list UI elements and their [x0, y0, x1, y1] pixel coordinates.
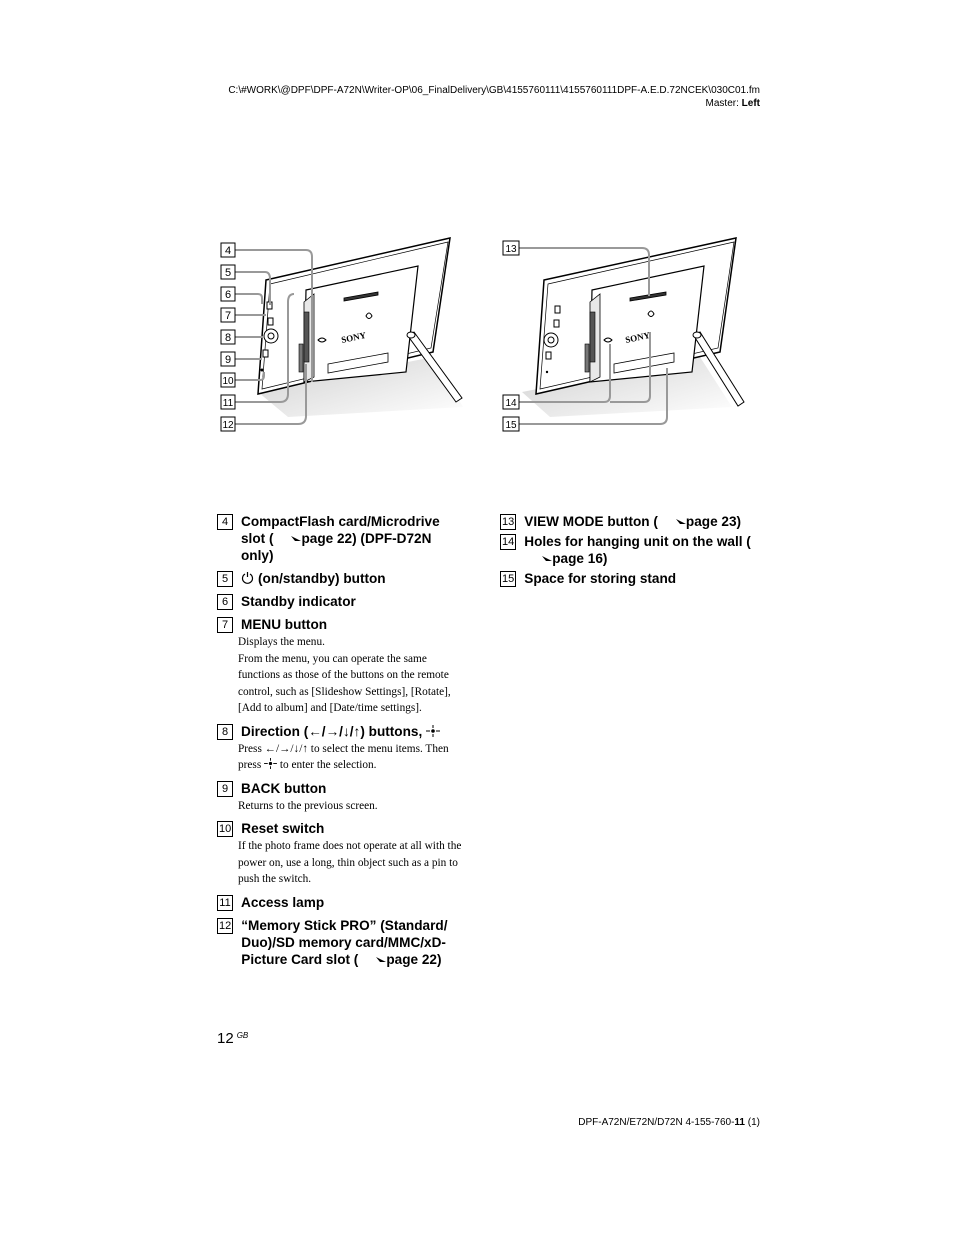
- list-item: [217, 820, 467, 888]
- item-title: (on/standby) button: [241, 570, 467, 587]
- list-item: [500, 513, 760, 530]
- list-item: [217, 593, 467, 610]
- item-title: Direction (←/→/↓/↑) buttons,: [241, 723, 467, 740]
- callout-4: [221, 243, 235, 257]
- item-number: 11: [217, 895, 233, 911]
- page-suffix: GB: [236, 1031, 249, 1040]
- svg-text:10: 10: [222, 376, 234, 387]
- sony-logo: SONY: [340, 329, 367, 345]
- item-title: VIEW MODE button ( page 23): [524, 514, 742, 529]
- callout-5: [221, 265, 235, 279]
- item-description: Displays the menu. From the menu, you can operate the same functions as those of the buttons on the remote control, such as [Slideshow Settings], [Rotate], [Add to album] and [Date/time settings].: [238, 636, 451, 714]
- callout-13: [503, 241, 519, 255]
- list-item: [217, 616, 467, 717]
- item-number: 6: [217, 594, 233, 610]
- master-label: Master:: [705, 98, 742, 109]
- svg-text:11: 11: [222, 398, 234, 409]
- svg-text:7: 7: [224, 310, 232, 322]
- document-header: [228, 84, 760, 110]
- file-path: C:\#WORK\@DPF\DPF-A72N\Writer-OP\06_FinalDelivery\GB\4155760111\4155760111DPF-A.E.D.72NCEK\030C01.fm: [228, 85, 760, 96]
- item-title: Holes for hanging unit on the wall (page 16): [524, 534, 751, 566]
- list-item: [500, 570, 760, 587]
- item-number: 13: [502, 516, 515, 528]
- item-number: 5: [217, 571, 233, 587]
- svg-text:9: 9: [224, 354, 232, 366]
- svg-text:13: 13: [505, 244, 517, 255]
- page-reference-arrow-icon: [658, 518, 686, 526]
- item-number: 12: [219, 919, 232, 932]
- item-description: If the photo frame does not operate at all with the power on, use a long, thin object such as a pin to push the switch.: [238, 840, 462, 885]
- photo-frame-rear-right-figure: [500, 232, 760, 437]
- svg-text:15: 15: [505, 420, 517, 431]
- item-title: “Memory Stick PRO” (Standard/ Duo)/SD memory card/MMC/xD-Picture Card slot ( page 22): [241, 917, 448, 967]
- svg-text:8: 8: [224, 332, 232, 344]
- callout-14: [503, 395, 519, 409]
- page-number: 12 $^{GB}$: [217, 1030, 249, 1047]
- list-item: [217, 894, 467, 911]
- svg-text:5: 5: [224, 267, 232, 279]
- callout-15: [503, 417, 519, 431]
- page-reference-arrow-icon: [273, 535, 301, 543]
- callout-11: [221, 395, 235, 409]
- item-number: 15: [502, 573, 515, 585]
- item-title: MENU button: [241, 617, 328, 632]
- list-item: [217, 513, 467, 564]
- master-line: [228, 97, 760, 110]
- list-item: [217, 917, 467, 968]
- callout-12: [221, 417, 235, 431]
- item-title: Access lamp: [241, 894, 325, 910]
- svg-text:6: 6: [224, 289, 232, 301]
- callout-9: [221, 352, 235, 366]
- list-item: [217, 570, 467, 587]
- parts-list-right: [500, 513, 760, 593]
- enter-icon: [264, 758, 277, 769]
- power-icon: [241, 571, 254, 584]
- callout-10: [221, 373, 235, 387]
- item-description: Returns to the previous screen.: [238, 799, 378, 812]
- item-title: CompactFlash card/Microdrive slot ( page 22) (DPF-D72N only): [241, 514, 440, 563]
- item-number: 9: [217, 781, 233, 797]
- master-value: Left: [741, 98, 760, 109]
- model-footer: DPF-A72N/E72N/D72N 4-155-760-11 (1): [578, 1117, 760, 1128]
- list-item: [500, 533, 760, 567]
- list-item: [217, 780, 467, 815]
- page-reference-arrow-icon: [358, 956, 386, 964]
- callout-8: [221, 330, 235, 344]
- svg-text:4: 4: [224, 245, 232, 257]
- svg-text:12: 12: [222, 420, 234, 431]
- list-item: [217, 723, 467, 774]
- callout-7: [221, 308, 235, 322]
- item-title: Reset switch: [241, 821, 325, 836]
- item-title: BACK button: [241, 780, 327, 796]
- item-title: Standby indicator: [241, 594, 356, 609]
- item-number: 10: [219, 823, 232, 835]
- item-title: Space for storing stand: [524, 571, 677, 586]
- enter-icon: [426, 725, 440, 737]
- photo-frame-rear-left-figure: [218, 232, 480, 437]
- item-number: 14: [502, 536, 515, 548]
- item-number: 8: [217, 724, 233, 740]
- page-reference-arrow-icon: [524, 555, 552, 563]
- callout-6: [221, 287, 235, 301]
- item-description: Press ←/→/↓/↑ to select the menu items. Then press to enter the selection.: [238, 742, 449, 771]
- parts-list-left: [217, 513, 467, 974]
- svg-text:14: 14: [505, 398, 517, 409]
- sony-logo-right: SONY: [624, 329, 651, 345]
- item-number: 4: [217, 514, 233, 530]
- item-number: 7: [217, 617, 233, 633]
